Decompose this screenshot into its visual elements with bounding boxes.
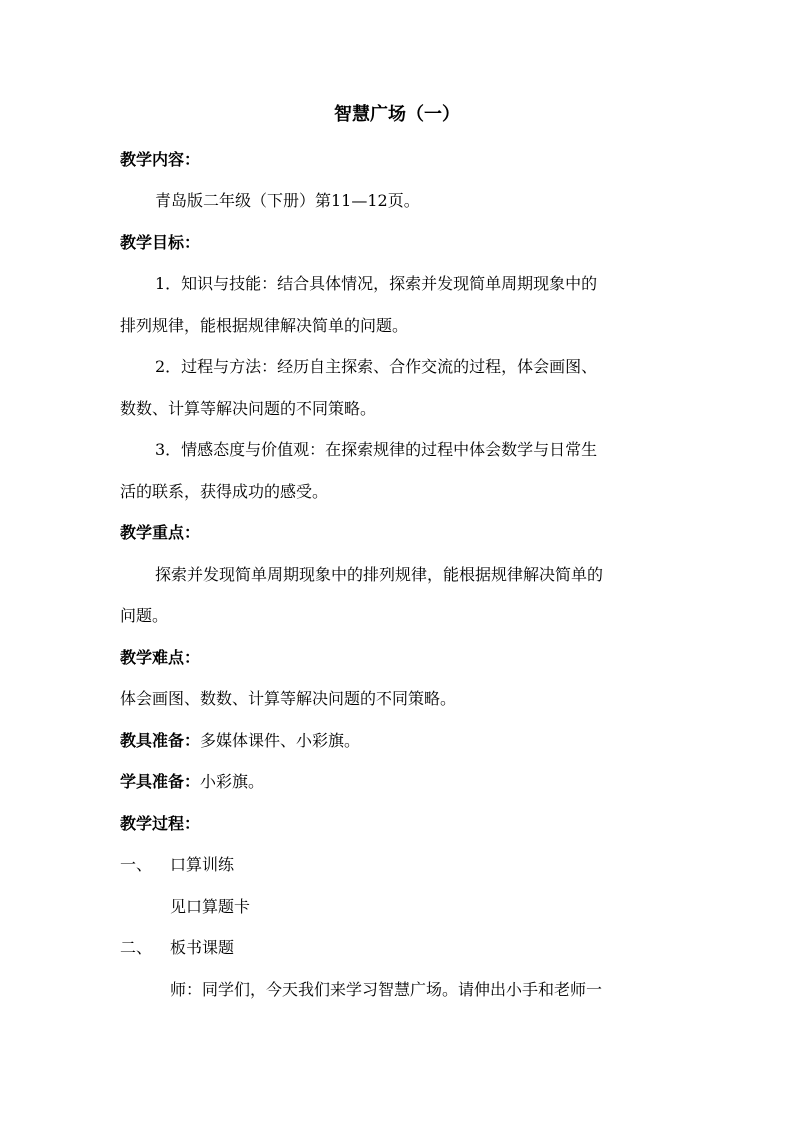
key-points-heading: 教学重点： (120, 523, 201, 542)
difficulty-heading: 教学难点： (120, 648, 201, 667)
goal1-line1: 1．知识与技能：结合具体情况，探索并发现简单周期现象中的 (155, 274, 598, 293)
process-heading: 教学过程： (120, 814, 201, 833)
step1-heading (120, 855, 234, 875)
step1-number: 一、 (120, 855, 153, 874)
step2-text: 师：同学们，今天我们来学习智慧广场。请伸出小手和老师一 (170, 980, 603, 999)
student-tools-text: 小彩旗。 (200, 772, 265, 791)
teacher-tools-heading: 教具准备： (120, 731, 201, 750)
teacher-tools-text: 多媒体课件、小彩旗。 (200, 731, 361, 750)
key-points-line2: 问题。 (120, 606, 169, 625)
document-title: 智慧广场（一） (334, 104, 460, 125)
goal2-line1: 2．过程与方法：经历自主探索、合作交流的过程，体会画图、 (155, 357, 598, 376)
step2-number: 二、 (120, 938, 153, 957)
teaching-content-text: 青岛版二年级（下册）第11—12页。 (155, 191, 420, 210)
difficulty-text: 体会画图、数数、计算等解决问题的不同策略。 (120, 689, 457, 708)
step2-title: 板书课题 (170, 938, 235, 957)
teaching-goals-heading: 教学目标： (120, 233, 201, 252)
goal1-line2: 排列规律，能根据规律解决简单的问题。 (120, 316, 409, 335)
goal3-line2: 活的联系，获得成功的感受。 (120, 482, 329, 501)
step2-heading (120, 938, 234, 958)
goal2-line2: 数数、计算等解决问题的不同策略。 (120, 399, 377, 418)
student-tools-line (120, 772, 264, 792)
step1-text: 见口算题卡 (170, 897, 251, 916)
goal3-line1: 3．情感态度与价值观：在探索规律的过程中体会数学与日常生 (155, 440, 598, 459)
teacher-tools-line (120, 731, 360, 751)
teaching-content-heading: 教学内容： (120, 150, 201, 169)
student-tools-heading: 学具准备： (120, 772, 201, 791)
step1-title: 口算训练 (170, 855, 235, 874)
key-points-line1: 探索并发现简单周期现象中的排列规律，能根据规律解决简单的 (155, 565, 604, 584)
